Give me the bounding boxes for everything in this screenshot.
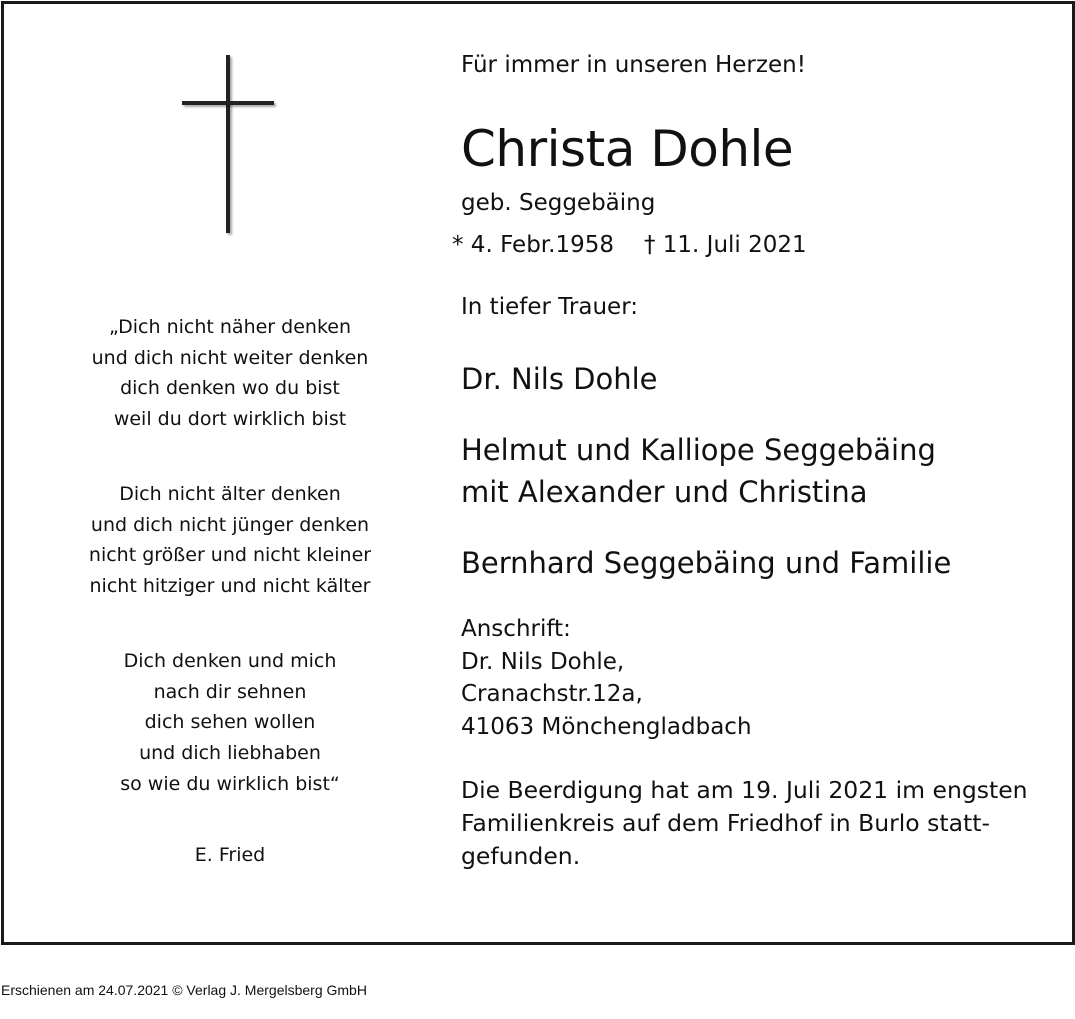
address-label: Anschrift: [461, 616, 571, 642]
poem-line: so wie du wirklich bist“ [120, 772, 340, 795]
address-line: 41063 Mönchengladbach [461, 713, 752, 740]
poem-line: nicht hitziger und nicht kälter [89, 575, 371, 598]
poem-line: weil du dort wirklich bist [113, 408, 347, 431]
motto: Für immer in unseren Herzen! [461, 52, 806, 78]
poem-line: und dich nicht weiter denken [91, 346, 369, 369]
poem-author: E. Fried [194, 844, 266, 866]
poem-line: nicht größer und nicht kleiner [88, 544, 372, 567]
poem-stanza-3 [60, 646, 400, 800]
funeral-line: Familienkreis auf dem Friedhof in Burlo statt- [461, 809, 990, 837]
poem-line: Dich denken und mich [123, 650, 337, 672]
funeral-line: gefunden. [461, 842, 581, 870]
deceased-name: Christa Dohle [461, 120, 794, 178]
poem-line: Dich nicht älter denken [119, 483, 341, 505]
poem-line: nach dir sehnen [153, 680, 307, 703]
poem-line: und dich liebhaben [139, 742, 321, 765]
mourner-group [461, 542, 951, 584]
address-line: Dr. Nils Dohle, [461, 648, 625, 675]
cross-icon [180, 55, 276, 237]
mourner-group [461, 429, 936, 513]
poem-stanza-1 [60, 312, 400, 435]
life-dates [452, 232, 807, 258]
publication-footer: Erschienen am 24.07.2021 © Verlag J. Mergelsberg GmbH [1, 982, 367, 998]
mourner-line: Dr. Nils Dohle [461, 362, 658, 396]
mourner-group [461, 358, 658, 400]
cross-vertical-bar [226, 55, 230, 233]
mourner-line: Bernhard Seggebäing und Familie [461, 546, 952, 580]
born-name: geb. Seggebäing [461, 190, 656, 216]
mourning-intro: In tiefer Trauer: [461, 294, 638, 320]
address-block [461, 613, 752, 743]
funeral-notice [461, 774, 1028, 873]
funeral-line: Die Beerdigung hat am 19. Juli 2021 im engsten [461, 776, 1028, 804]
poem-stanza-2 [60, 479, 400, 602]
poem-line: und dich nicht jünger denken [90, 513, 370, 536]
cross-horizontal-bar [182, 101, 274, 105]
mourner-line: Helmut und Kalliope Seggebäing [461, 433, 936, 467]
birth-date: * 4. Febr.1958 [452, 232, 614, 258]
poem-line: dich sehen wollen [144, 711, 316, 734]
death-date: † 11. Juli 2021 [643, 232, 807, 258]
address-line: Cranachstr.12a, [461, 681, 643, 707]
poem-line: dich denken wo du bist [120, 377, 340, 400]
mourner-line: mit Alexander und Christina [461, 475, 868, 509]
poem-line: „Dich nicht näher denken [108, 316, 352, 338]
